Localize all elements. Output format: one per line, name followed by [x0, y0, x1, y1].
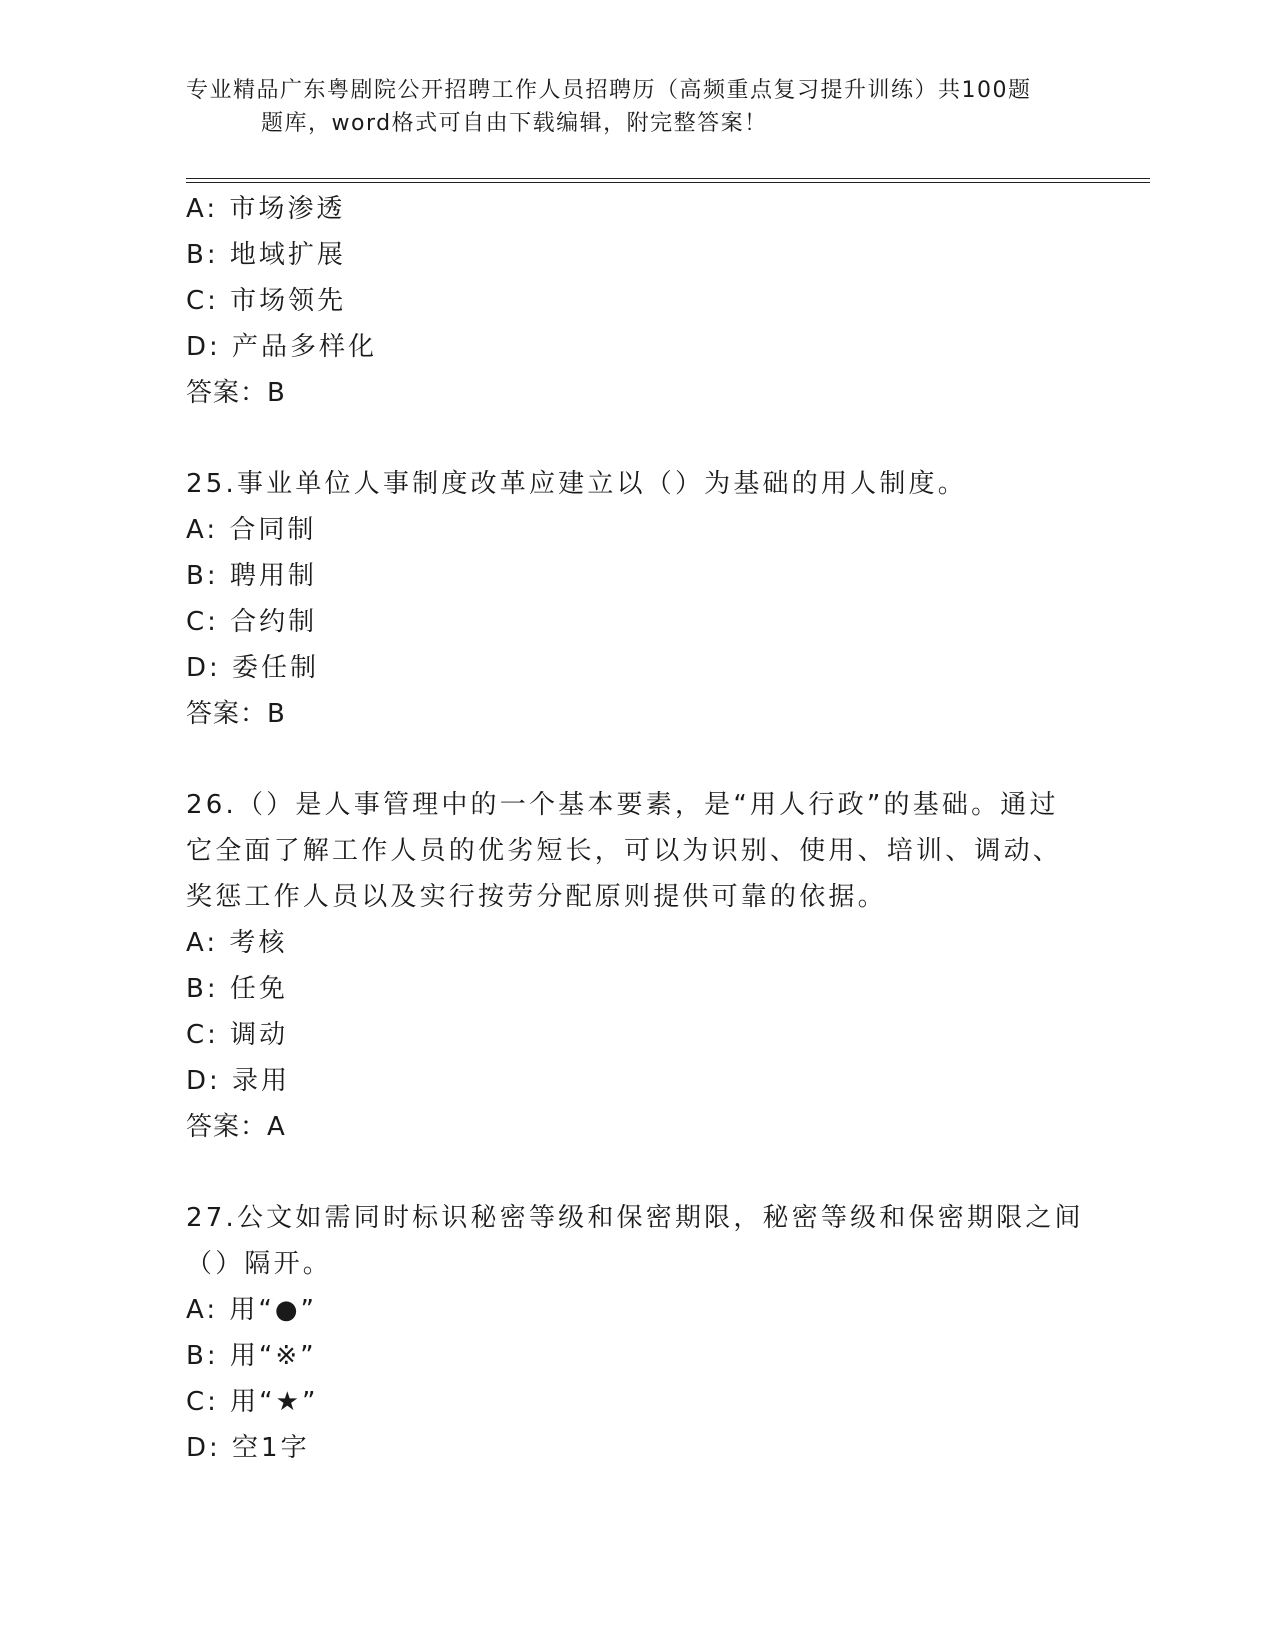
option-d: D: 空1字	[186, 1433, 310, 1463]
answer: 答案：A	[186, 1112, 286, 1142]
option-a: A: 用“●”	[186, 1295, 317, 1325]
question-25	[186, 461, 1086, 737]
option-a: A: 市场渗透	[186, 194, 346, 224]
option-c: C: 市场领先	[186, 286, 347, 316]
option-b: B: 用“※”	[186, 1341, 317, 1371]
stem-line: 26.（）是人事管理中的一个基本要素，是“用人行政”的基础。通过	[186, 790, 1059, 820]
header-rule-top	[186, 178, 1150, 179]
question-list	[186, 186, 1086, 1471]
question-stem	[186, 782, 1086, 920]
stem-line: 奖惩工作人员以及实行按劳分配原则提供可靠的依据。	[186, 882, 887, 912]
option-c: C: 合约制	[186, 607, 318, 637]
option-a: A: 合同制	[186, 515, 317, 545]
question-stem	[186, 461, 1086, 507]
question-stem	[186, 1195, 1086, 1287]
option-c: C: 用“★”	[186, 1387, 319, 1417]
option-d: D: 委任制	[186, 653, 320, 683]
option-d: D: 录用	[186, 1066, 291, 1096]
question-24-continued	[186, 186, 1086, 416]
question-27	[186, 1195, 1086, 1471]
answer: 答案：B	[186, 378, 286, 408]
option-b: B: 地域扩展	[186, 240, 346, 270]
stem-line: 它全面了解工作人员的优劣短长，可以为识别、使用、培训、调动、	[186, 836, 1063, 866]
stem-line: 27.公文如需同时标识秘密等级和保密期限，秘密等级和保密期限之间	[186, 1203, 1084, 1233]
question-26	[186, 782, 1086, 1150]
header-title-line2: 题库，word格式可自由下载编辑，附完整答案！	[261, 111, 768, 136]
option-a: A: 考核	[186, 928, 288, 958]
stem-line: （）隔开。	[186, 1249, 333, 1279]
header-title-line1: 专业精品广东粤剧院公开招聘工作人员招聘历（高频重点复习提升训练）共100题	[186, 78, 1032, 103]
option-b: B: 任免	[186, 974, 288, 1004]
header-rule-bottom	[186, 182, 1150, 183]
document-header	[186, 74, 1086, 140]
stem-line: 25.事业单位人事制度改革应建立以（）为基础的用人制度。	[186, 469, 967, 499]
option-c: C: 调动	[186, 1020, 289, 1050]
option-d: D: 产品多样化	[186, 332, 378, 362]
option-b: B: 聘用制	[186, 561, 317, 591]
answer: 答案：B	[186, 699, 286, 729]
